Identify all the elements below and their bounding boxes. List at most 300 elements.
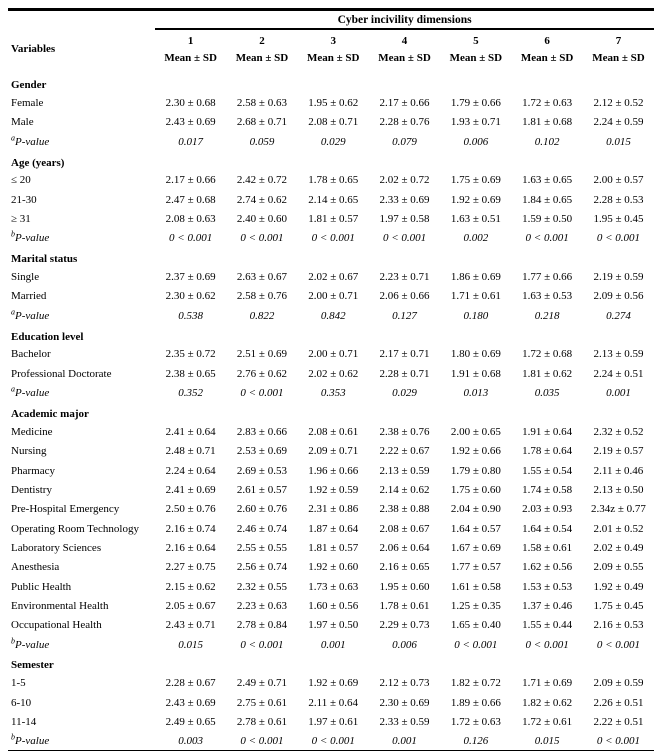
pvalue-superscript: a bbox=[11, 384, 15, 394]
cell-value: 1.75 ± 0.69 bbox=[450, 174, 501, 187]
cell-value: 0.035 bbox=[534, 387, 560, 400]
section-row bbox=[8, 74, 654, 93]
row-label: Female bbox=[11, 97, 44, 110]
column-subheader: Mean ± SD bbox=[449, 51, 503, 64]
cell-value: 0.029 bbox=[320, 135, 346, 148]
cell-value: 1.63 ± 0.65 bbox=[522, 174, 573, 187]
cell-value: 2.33 ± 0.59 bbox=[379, 716, 430, 729]
table-header bbox=[8, 10, 654, 75]
cell-value: 2.78 ± 0.84 bbox=[236, 619, 287, 632]
cell-value: 1.64 ± 0.57 bbox=[450, 522, 501, 535]
column-number: 6 bbox=[544, 35, 550, 47]
cell-value: 1.53 ± 0.53 bbox=[522, 580, 573, 593]
cell-value: 2.01 ± 0.52 bbox=[593, 522, 644, 535]
cell-value: 0 < 0.001 bbox=[382, 232, 427, 245]
cell-value: 1.91 ± 0.68 bbox=[450, 367, 501, 380]
cell-value: 1.37 ± 0.46 bbox=[522, 599, 573, 612]
section-row bbox=[8, 325, 654, 344]
cell-value: 2.02 ± 0.62 bbox=[308, 367, 359, 380]
data-row bbox=[8, 461, 654, 480]
row-label: $^a$P-value bbox=[11, 384, 50, 400]
cell-value: 2.16 ± 0.64 bbox=[165, 541, 216, 554]
cell-value: 0.001 bbox=[392, 734, 417, 747]
cell-value: 2.09 ± 0.59 bbox=[593, 677, 644, 690]
row-label: Medicine bbox=[11, 425, 53, 438]
cell-value: 2.32 ± 0.55 bbox=[236, 580, 287, 593]
cell-value: 0.538 bbox=[178, 309, 204, 322]
data-row bbox=[8, 500, 654, 519]
cell-value: 0.079 bbox=[392, 135, 417, 148]
cell-value: 1.60 ± 0.56 bbox=[308, 599, 359, 612]
section-title: Age (years) bbox=[11, 156, 65, 169]
column-header bbox=[369, 29, 440, 74]
row-label: ≤ 20 bbox=[11, 174, 31, 187]
cell-value: 1.89 ± 0.66 bbox=[450, 696, 501, 709]
cell-value: 0.180 bbox=[463, 309, 489, 322]
table-body bbox=[8, 74, 654, 751]
data-row bbox=[8, 422, 654, 441]
cell-value: 1.86 ± 0.69 bbox=[450, 271, 501, 284]
cell-value: 1.95 ± 0.60 bbox=[379, 580, 430, 593]
column-subheader: Mean ± SD bbox=[164, 51, 217, 64]
column-subheader: Mean ± SD bbox=[307, 51, 360, 64]
data-row bbox=[8, 577, 654, 596]
cell-value: 2.08 ± 0.61 bbox=[308, 425, 359, 438]
cell-value: 1.73 ± 0.63 bbox=[308, 580, 359, 593]
cell-value: 2.15 ± 0.62 bbox=[165, 580, 216, 593]
cell-value: 0 < 0.001 bbox=[311, 232, 355, 245]
cell-value: 0.015 bbox=[606, 135, 631, 148]
row-label: $^b$P-value bbox=[11, 731, 50, 747]
column-header bbox=[440, 29, 511, 74]
cell-value: 2.74 ± 0.62 bbox=[236, 193, 287, 206]
cell-value: 2.06 ± 0.66 bbox=[379, 290, 430, 303]
cell-value: 0.274 bbox=[606, 309, 631, 322]
data-row bbox=[8, 558, 654, 577]
column-subheader: Mean ± SD bbox=[378, 51, 431, 64]
cell-value: 2.12 ± 0.73 bbox=[379, 677, 430, 690]
cell-value: 2.17 ± 0.71 bbox=[379, 348, 430, 361]
cell-value: 2.55 ± 0.55 bbox=[236, 541, 287, 554]
section-row bbox=[8, 248, 654, 267]
cell-value: 2.09 ± 0.71 bbox=[308, 445, 359, 458]
cell-value: 2.04 ± 0.90 bbox=[450, 503, 501, 516]
row-label: Laboratory Sciences bbox=[11, 541, 102, 554]
cell-value: 1.80 ± 0.69 bbox=[450, 348, 501, 361]
data-row bbox=[8, 113, 654, 132]
cell-value: 2.24 ± 0.51 bbox=[593, 367, 644, 380]
cell-value: 1.81 ± 0.68 bbox=[522, 116, 573, 129]
row-label: 11-14 bbox=[11, 716, 37, 729]
cell-value: 0 < 0.001 bbox=[596, 232, 641, 245]
section-title: Academic major bbox=[11, 408, 89, 421]
cell-value: 1.92 ± 0.60 bbox=[308, 561, 359, 574]
row-label: $^b$P-value bbox=[11, 229, 50, 245]
cell-value: 2.76 ± 0.62 bbox=[236, 367, 287, 380]
cell-value: 0 < 0.001 bbox=[240, 232, 284, 245]
cell-value: 0 < 0.001 bbox=[525, 638, 569, 651]
cell-value: 2.30 ± 0.69 bbox=[379, 696, 430, 709]
column-subheader: Mean ± SD bbox=[520, 51, 574, 64]
column-subheader: Mean ± SD bbox=[235, 51, 289, 64]
section-row bbox=[8, 151, 654, 170]
cell-value: 0.006 bbox=[463, 135, 489, 148]
row-label: Dentistry bbox=[11, 483, 52, 496]
pvalue-superscript: b bbox=[11, 635, 15, 645]
data-row bbox=[8, 287, 654, 306]
row-label: 1-5 bbox=[11, 677, 26, 690]
cell-value: 2.31 ± 0.86 bbox=[308, 503, 359, 516]
cell-value: 2.58 ± 0.76 bbox=[236, 290, 287, 303]
column-number: 1 bbox=[187, 35, 194, 47]
data-row bbox=[8, 693, 654, 712]
cell-value: 2.46 ± 0.74 bbox=[236, 522, 287, 535]
cell-value: 2.26 ± 0.51 bbox=[593, 696, 644, 709]
data-row bbox=[8, 480, 654, 499]
cell-value: 0.001 bbox=[320, 638, 346, 651]
column-subheader: Mean ± SD bbox=[592, 51, 645, 64]
cell-value: 0 < 0.001 bbox=[596, 638, 641, 651]
pvalue-row bbox=[8, 635, 654, 654]
cell-value: 1.72 ± 0.61 bbox=[522, 716, 573, 729]
cell-value: 2.28 ± 0.53 bbox=[593, 193, 644, 206]
cell-value: 1.75 ± 0.45 bbox=[593, 599, 644, 612]
data-row bbox=[8, 364, 654, 383]
row-label: Pre-Hospital Emergency bbox=[11, 503, 120, 516]
pvalue-row bbox=[8, 306, 654, 325]
cell-value: 2.19 ± 0.57 bbox=[593, 445, 644, 458]
cell-value: 1.64 ± 0.54 bbox=[522, 522, 573, 535]
cell-value: 1.84 ± 0.65 bbox=[522, 193, 573, 206]
cell-value: 0.003 bbox=[178, 734, 204, 747]
cell-value: 2.09 ± 0.55 bbox=[593, 561, 644, 574]
cell-value: 0.352 bbox=[178, 387, 204, 400]
cell-value: 2.28 ± 0.71 bbox=[379, 367, 430, 380]
cell-value: 1.63 ± 0.53 bbox=[522, 290, 573, 303]
cell-value: 2.22 ± 0.67 bbox=[379, 445, 430, 458]
cell-value: 1.81 ± 0.62 bbox=[522, 367, 573, 380]
cell-value: 2.00 ± 0.71 bbox=[308, 290, 359, 303]
cell-value: 1.92 ± 0.49 bbox=[593, 580, 644, 593]
cell-value: 2.37 ± 0.69 bbox=[165, 271, 216, 284]
pvalue-superscript: a bbox=[11, 133, 15, 143]
column-number: 5 bbox=[473, 35, 479, 47]
cell-value: 1.72 ± 0.63 bbox=[450, 716, 501, 729]
pvalue-row bbox=[8, 384, 654, 403]
row-label: Environmental Health bbox=[11, 599, 109, 612]
cell-value: 2.29 ± 0.73 bbox=[379, 619, 430, 632]
row-label: 21-30 bbox=[11, 193, 37, 206]
cell-value: 0.059 bbox=[249, 135, 275, 148]
cell-value: 2.43 ± 0.71 bbox=[165, 619, 216, 632]
cell-value: 1.92 ± 0.66 bbox=[450, 445, 501, 458]
row-label: Operating Room Technology bbox=[11, 522, 139, 535]
cell-value: 1.75 ± 0.60 bbox=[450, 483, 501, 496]
cell-value: 2.61 ± 0.57 bbox=[236, 483, 287, 496]
cell-value: 1.93 ± 0.71 bbox=[450, 116, 501, 129]
cell-value: 2.06 ± 0.64 bbox=[379, 541, 430, 554]
row-label: Pharmacy bbox=[11, 464, 55, 477]
cell-value: 0 < 0.001 bbox=[169, 232, 213, 245]
cell-value: 2.53 ± 0.69 bbox=[236, 445, 287, 458]
cell-value: 2.23 ± 0.71 bbox=[379, 271, 430, 284]
cell-value: 2.11 ± 0.46 bbox=[593, 464, 644, 477]
section-row bbox=[8, 403, 654, 422]
cell-value: 1.82 ± 0.62 bbox=[522, 696, 573, 709]
cell-value: 0 < 0.001 bbox=[525, 232, 569, 245]
cell-value: 0.353 bbox=[320, 387, 346, 400]
data-row bbox=[8, 596, 654, 615]
cell-value: 2.78 ± 0.61 bbox=[236, 716, 287, 729]
cell-value: 2.51 ± 0.69 bbox=[236, 348, 287, 361]
pvalue-row bbox=[8, 229, 654, 248]
column-number: 3 bbox=[330, 35, 336, 47]
cell-value: 2.13 ± 0.59 bbox=[379, 464, 430, 477]
cell-value: 0.842 bbox=[320, 309, 346, 322]
data-row bbox=[8, 442, 654, 461]
row-label: Married bbox=[11, 290, 47, 303]
cell-value: 1.71 ± 0.61 bbox=[450, 290, 501, 303]
cyber-incivility-table bbox=[8, 8, 654, 751]
cell-value: 2.16 ± 0.74 bbox=[165, 522, 216, 535]
cell-value: 1.77 ± 0.57 bbox=[450, 561, 501, 574]
cell-value: 2.33 ± 0.69 bbox=[379, 193, 430, 206]
cell-value: 2.38 ± 0.76 bbox=[379, 425, 430, 438]
cell-value: 2.28 ± 0.76 bbox=[379, 116, 430, 129]
row-label: Single bbox=[11, 271, 40, 284]
cell-value: 1.78 ± 0.64 bbox=[522, 445, 573, 458]
section-row bbox=[8, 654, 654, 673]
cell-value: 0 < 0.001 bbox=[454, 638, 498, 651]
cell-value: 2.08 ± 0.67 bbox=[379, 522, 430, 535]
cell-value: 2.41 ± 0.64 bbox=[165, 425, 216, 438]
cell-value: 1.87 ± 0.64 bbox=[308, 522, 359, 535]
cell-value: 0 < 0.001 bbox=[311, 734, 355, 747]
spanner-title: Cyber incivility dimensions bbox=[155, 10, 654, 30]
cell-value: 2.75 ± 0.61 bbox=[236, 696, 287, 709]
cell-value: 2.56 ± 0.74 bbox=[236, 561, 287, 574]
cell-value: 1.96 ± 0.66 bbox=[308, 464, 359, 477]
cell-value: 1.58 ± 0.61 bbox=[522, 541, 573, 554]
cell-value: 2.40 ± 0.60 bbox=[236, 213, 287, 226]
column-header-row bbox=[8, 29, 654, 74]
row-label: $^a$P-value bbox=[11, 133, 50, 148]
column-header bbox=[583, 29, 654, 74]
cell-value: 1.79 ± 0.80 bbox=[450, 464, 501, 477]
cell-value: 1.61 ± 0.58 bbox=[450, 580, 501, 593]
cell-value: 2.14 ± 0.62 bbox=[379, 483, 430, 496]
cell-value: 0.001 bbox=[606, 387, 631, 400]
section-title: Semester bbox=[11, 659, 54, 672]
cell-value: 2.11 ± 0.64 bbox=[308, 696, 359, 709]
cell-value: 2.08 ± 0.71 bbox=[308, 116, 359, 129]
cell-value: 2.32 ± 0.52 bbox=[593, 425, 644, 438]
data-row bbox=[8, 519, 654, 538]
cell-value: 2.27 ± 0.75 bbox=[165, 561, 216, 574]
cell-value: 1.55 ± 0.54 bbox=[522, 464, 573, 477]
cell-value: 2.68 ± 0.71 bbox=[236, 116, 287, 129]
cell-value: 1.25 ± 0.35 bbox=[450, 599, 501, 612]
cell-value: 2.23 ± 0.63 bbox=[236, 599, 287, 612]
data-row bbox=[8, 538, 654, 557]
cell-value: 2.24 ± 0.64 bbox=[165, 464, 216, 477]
row-label: ≥ 31 bbox=[11, 213, 31, 226]
row-label: Nursing bbox=[11, 445, 47, 458]
cell-value: 1.67 ± 0.69 bbox=[450, 541, 501, 554]
cell-value: 1.55 ± 0.44 bbox=[522, 619, 573, 632]
corner-cell bbox=[8, 10, 155, 30]
cell-value: 1.65 ± 0.40 bbox=[450, 619, 501, 632]
cell-value: 2.22 ± 0.51 bbox=[593, 716, 644, 729]
cell-value: 1.95 ± 0.45 bbox=[593, 213, 644, 226]
cell-value: 2.63 ± 0.67 bbox=[236, 271, 287, 284]
cell-value: 1.81 ± 0.57 bbox=[308, 213, 359, 226]
cell-value: 2.19 ± 0.59 bbox=[593, 271, 644, 284]
row-label: Professional Doctorate bbox=[11, 367, 112, 380]
data-row bbox=[8, 267, 654, 286]
cell-value: 2.38 ± 0.65 bbox=[165, 367, 216, 380]
row-label: Public Health bbox=[11, 580, 72, 593]
cell-value: 0.002 bbox=[463, 232, 489, 245]
cell-value: 2.13 ± 0.50 bbox=[593, 483, 644, 496]
cell-value: 2.48 ± 0.71 bbox=[165, 445, 216, 458]
cell-value: 2.03 ± 0.93 bbox=[522, 503, 573, 516]
cell-value: 2.43 ± 0.69 bbox=[165, 116, 216, 129]
section-title: Gender bbox=[11, 79, 47, 92]
cell-value: 2.02 ± 0.49 bbox=[593, 541, 644, 554]
cell-value: 1.59 ± 0.50 bbox=[522, 213, 573, 226]
data-row bbox=[8, 93, 654, 112]
cell-value: 0 < 0.001 bbox=[240, 734, 284, 747]
cell-value: 0.126 bbox=[463, 734, 489, 747]
cell-value: 0.218 bbox=[534, 309, 560, 322]
cell-value: 2.05 ± 0.67 bbox=[165, 599, 216, 612]
column-header bbox=[155, 29, 226, 74]
cell-value: 1.81 ± 0.57 bbox=[308, 541, 359, 554]
cell-value: 1.97 ± 0.58 bbox=[379, 213, 430, 226]
cell-value: 1.91 ± 0.64 bbox=[522, 425, 573, 438]
cell-value: 1.72 ± 0.63 bbox=[522, 97, 573, 110]
row-label: Anesthesia bbox=[11, 561, 60, 574]
column-number: 7 bbox=[615, 35, 622, 47]
data-row bbox=[8, 345, 654, 364]
data-row bbox=[8, 190, 654, 209]
cell-value: 2.41 ± 0.69 bbox=[165, 483, 216, 496]
cell-value: 1.71 ± 0.69 bbox=[522, 677, 573, 690]
pvalue-row bbox=[8, 132, 654, 151]
data-row bbox=[8, 674, 654, 693]
row-label: Bachelor bbox=[11, 348, 51, 361]
cell-value: 1.62 ± 0.56 bbox=[522, 561, 573, 574]
cell-value: 2.43 ± 0.69 bbox=[165, 696, 216, 709]
cell-value: 2.47 ± 0.68 bbox=[165, 193, 216, 206]
cell-value: 2.60 ± 0.76 bbox=[236, 503, 287, 516]
cell-value: 2.02 ± 0.72 bbox=[379, 174, 430, 187]
cell-value: 1.78 ± 0.65 bbox=[308, 174, 359, 187]
cell-value: 0.013 bbox=[463, 387, 489, 400]
cell-value: 0.127 bbox=[392, 309, 417, 322]
cell-value: 2.30 ± 0.62 bbox=[165, 290, 216, 303]
spanner-row bbox=[8, 10, 654, 30]
cell-value: 2.00 ± 0.71 bbox=[308, 348, 359, 361]
row-label: Male bbox=[11, 116, 34, 129]
data-row bbox=[8, 616, 654, 635]
row-label: Occupational Health bbox=[11, 619, 102, 632]
cell-value: 0.822 bbox=[249, 309, 275, 322]
row-label: $^a$P-value bbox=[11, 307, 50, 322]
cell-value: 2.17 ± 0.66 bbox=[165, 174, 216, 187]
data-row bbox=[8, 712, 654, 731]
row-label: 6-10 bbox=[11, 696, 32, 709]
pvalue-superscript: a bbox=[11, 307, 15, 317]
cell-value: 2.16 ± 0.65 bbox=[379, 561, 430, 574]
cell-value: 0.029 bbox=[392, 387, 417, 400]
cell-value: 2.30 ± 0.68 bbox=[165, 97, 216, 110]
cell-value: 0 < 0.001 bbox=[240, 638, 284, 651]
column-number: 4 bbox=[401, 35, 408, 47]
section-title: Education level bbox=[11, 330, 84, 343]
cell-value: 1.97 ± 0.61 bbox=[308, 716, 359, 729]
cell-value: 0.015 bbox=[534, 734, 560, 747]
section-title: Marital status bbox=[11, 253, 78, 266]
cell-value: 2.58 ± 0.63 bbox=[236, 97, 287, 110]
data-row bbox=[8, 171, 654, 190]
cell-value: 0.102 bbox=[534, 135, 560, 148]
cell-value: 2.12 ± 0.52 bbox=[593, 97, 644, 110]
cell-value: 0.006 bbox=[392, 638, 417, 651]
cell-value: 1.63 ± 0.51 bbox=[450, 213, 501, 226]
column-number: 2 bbox=[259, 35, 265, 47]
cell-value: 2.00 ± 0.65 bbox=[450, 425, 501, 438]
cell-value: 2.02 ± 0.67 bbox=[308, 271, 359, 284]
cell-value: 1.95 ± 0.62 bbox=[308, 97, 359, 110]
cell-value: 2.16 ± 0.53 bbox=[593, 619, 644, 632]
cell-value: 1.72 ± 0.68 bbox=[522, 348, 573, 361]
row-label: $^b$P-value bbox=[11, 635, 50, 651]
column-header bbox=[511, 29, 582, 74]
cell-value: 1.77 ± 0.66 bbox=[522, 271, 573, 284]
cell-value: 1.79 ± 0.66 bbox=[450, 97, 501, 110]
cell-value: 0 < 0.001 bbox=[596, 734, 641, 747]
cell-value: 2.69 ± 0.53 bbox=[236, 464, 287, 477]
cell-value: 1.97 ± 0.50 bbox=[308, 619, 359, 632]
cell-value: 2.38 ± 0.88 bbox=[379, 503, 430, 516]
cell-value: 1.74 ± 0.58 bbox=[522, 483, 573, 496]
cell-value: 2.17 ± 0.66 bbox=[379, 97, 430, 110]
cell-value: 2.28 ± 0.67 bbox=[165, 677, 216, 690]
cell-value: 2.49 ± 0.71 bbox=[236, 677, 287, 690]
cell-value: 2.09 ± 0.56 bbox=[593, 290, 644, 303]
cell-value: 2.08 ± 0.63 bbox=[165, 213, 216, 226]
cell-value: 1.92 ± 0.69 bbox=[308, 677, 359, 690]
column-header bbox=[298, 29, 369, 74]
cell-value: 2.42 ± 0.72 bbox=[236, 174, 287, 187]
cell-value: 1.82 ± 0.72 bbox=[450, 677, 501, 690]
pvalue-superscript: b bbox=[11, 229, 15, 239]
pvalue-row bbox=[8, 732, 654, 751]
cell-value: 2.14 ± 0.65 bbox=[308, 193, 359, 206]
cell-value: 2.13 ± 0.59 bbox=[593, 348, 644, 361]
cell-value: 2.24 ± 0.59 bbox=[593, 116, 644, 129]
data-row bbox=[8, 209, 654, 228]
cell-value: 1.78 ± 0.61 bbox=[379, 599, 430, 612]
cell-value: 2.83 ± 0.66 bbox=[236, 425, 287, 438]
cell-value: 2.34z ± 0.77 bbox=[591, 503, 646, 516]
cell-value: 0.017 bbox=[178, 135, 204, 148]
cell-value: 2.50 ± 0.76 bbox=[165, 503, 216, 516]
cell-value: 1.92 ± 0.69 bbox=[450, 193, 501, 206]
cell-value: 2.35 ± 0.72 bbox=[165, 348, 216, 361]
